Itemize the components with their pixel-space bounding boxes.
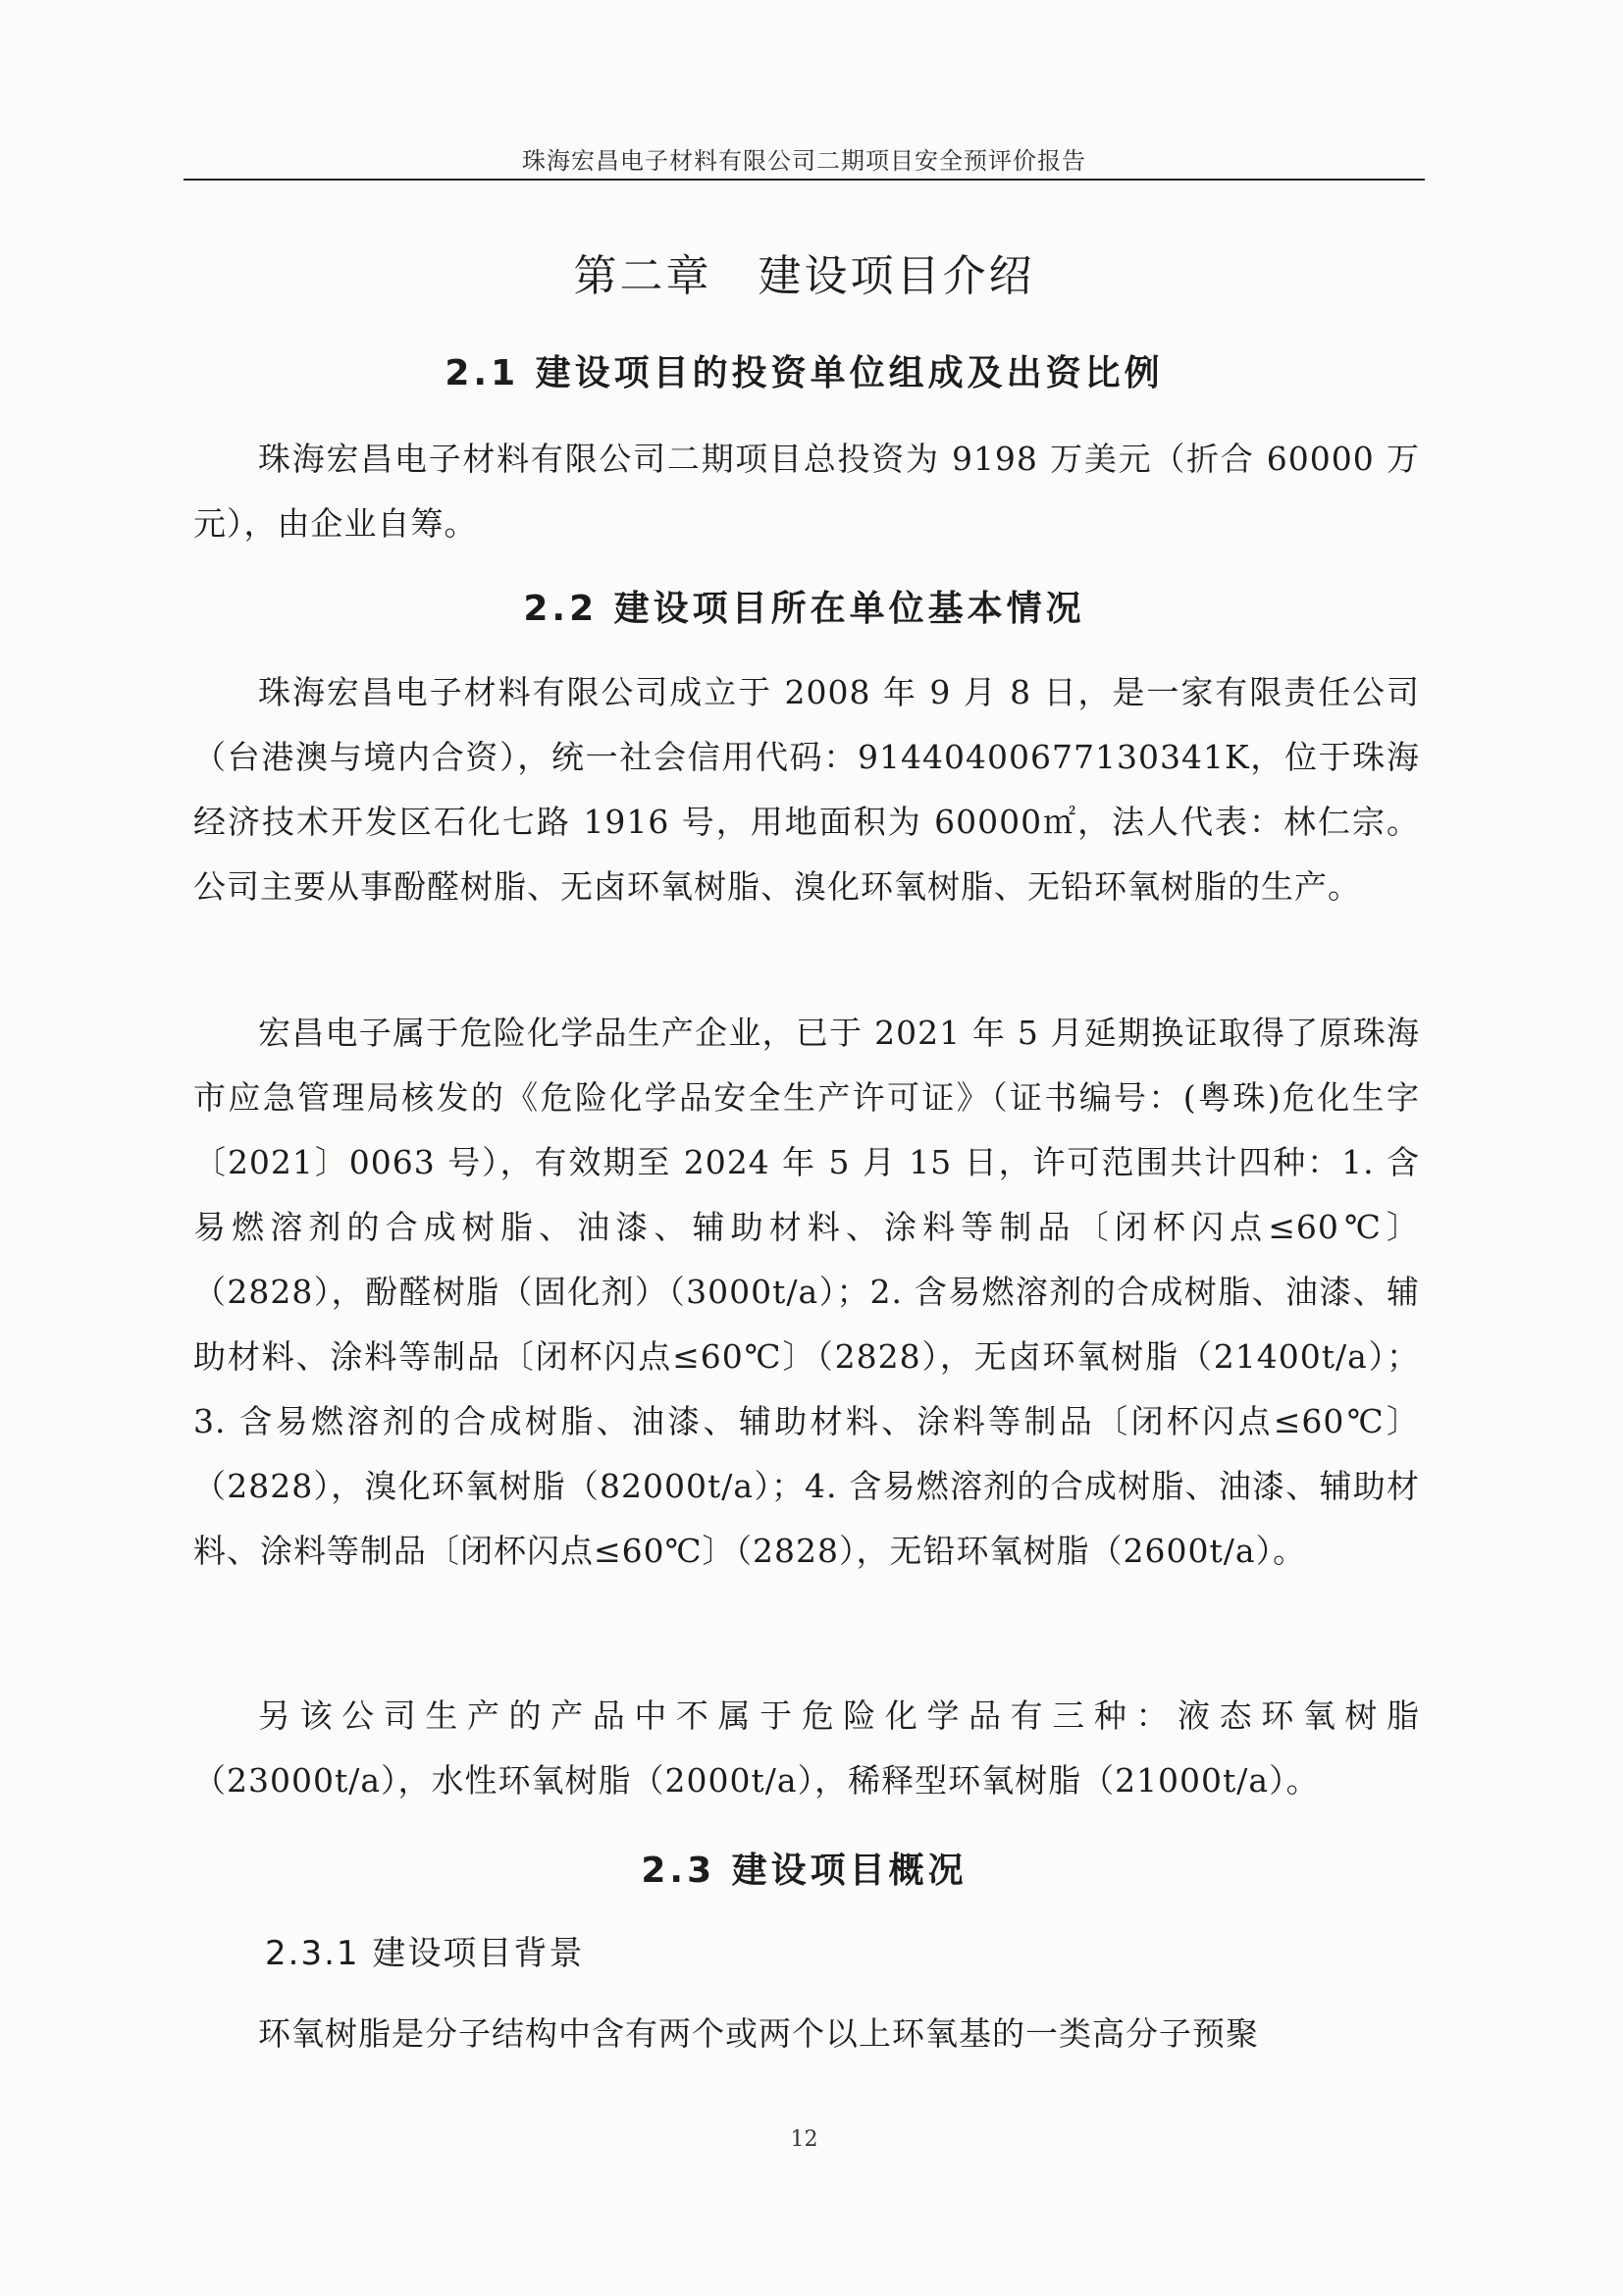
chapter-title: 第二章 建设项目介绍 (573, 251, 1035, 301)
section-2-2-heading: 2.2 建设项目所在单位基本情况 (523, 589, 1085, 629)
section-2-2-paragraph-2: 宏昌电子属于危险化学品生产企业，已于 2021 年 5 月延期换证取得了原珠海市应急管理局核发的《危险化学品安全生产许可证》（证书编号：(粤珠)危化生字〔2021〕0063 号），有效期至 2024 年 5 月 15 日，许可范围共计四种：1. 含易燃溶剂的合成树脂、油漆、辅助材料、涂料等制品〔闭杯闪点≤60℃〕（2828），酚醛树脂（固化剂）（3000t/a）；2. 含易燃溶剂的合成树脂、油漆、辅助材料、涂料等制品〔闭杯闪点≤60℃〕（2828），无卤环氧树脂（21400t/a）；3. 含易燃溶剂的合成树脂、油漆、辅助材料、涂料等制品〔闭杯闪点≤60℃〕（2828），溴化环氧树脂（82000t/a）；4. 含易燃溶剂的合成树脂、油漆、辅助材料、涂料等制品〔闭杯闪点≤60℃〕（2828），无铅环氧树脂（2600t/a）。 (193, 1014, 1420, 1570)
section-2-2-paragraph-3: 另该公司生产的产品中不属于危险化学品有三种：液态环氧树脂（23000t/a），水性环氧树脂（2000t/a），稀释型环氧树脂（21000t/a）。 (193, 1696, 1420, 1800)
section-2-1-heading: 2.1 建设项目的投资单位组成及出资比例 (445, 353, 1164, 393)
running-header: 珠海宏昌电子材料有限公司二期项目安全预评价报告 (522, 147, 1086, 175)
header-rule (183, 179, 1425, 181)
section-2-3-heading: 2.3 建设项目概况 (641, 1851, 968, 1891)
page-number: 12 (790, 2127, 818, 2152)
section-2-3-1-paragraph: 环氧树脂是分子结构中含有两个或两个以上环氧基的一类高分子预聚 (258, 2014, 1259, 2053)
section-2-2-paragraph-1: 珠海宏昌电子材料有限公司成立于 2008 年 9 月 8 日，是一家有限责任公司（台港澳与境内合资），统一社会信用代码：91440400677130341K，位于珠海经济技术开发区石化七路 1916 号，用地面积为 60000㎡，法人代表：林仁宗。公司主要从事酚醛树脂、无卤环氧树脂、溴化环氧树脂、无铅环氧树脂的生产。 (193, 673, 1420, 906)
section-2-3-1-heading: 2.3.1 建设项目背景 (265, 1934, 585, 1973)
section-2-1-paragraph: 珠海宏昌电子材料有限公司二期项目总投资为 9198 万美元（折合 60000 万元），由企业自筹。 (193, 440, 1420, 543)
